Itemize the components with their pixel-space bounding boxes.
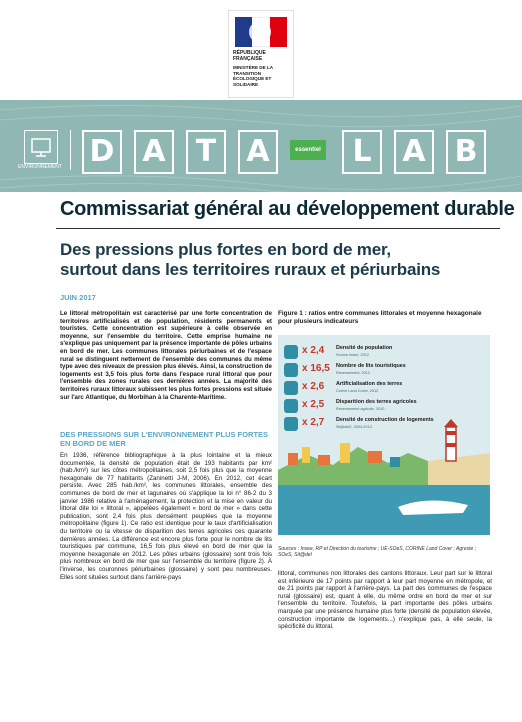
figure-label-text: Densité de construction de logements [336, 417, 434, 423]
ministry-logo [228, 10, 294, 98]
essentiel-badge: essentiel [290, 140, 326, 160]
figure-label-text: Artificialisation des terres [336, 381, 403, 387]
monitor-icon [24, 130, 58, 164]
figure-label-text: Disparition des terres agricoles [336, 399, 417, 405]
page-title [60, 240, 490, 280]
figure-1-infographic [278, 335, 490, 535]
figure-source: Sources : Insee, RP et Direction du tourisme ; UE-SOeS, CORINE Land Cover ; Agreste ; SOeS, Sit@del [278, 546, 477, 558]
title-line-2: surtout dans les territoires ruraux et périurbains [60, 260, 441, 279]
figure-subsource: Recensement agricole, 2010 [336, 407, 385, 411]
title-line-1: Des pressions plus fortes en bord de mer, [60, 240, 391, 259]
figure-value: x 2,6 [302, 381, 325, 392]
theme-label: ENVIRONNEMENT [18, 164, 62, 170]
figure-value: x 16,5 [302, 363, 330, 374]
letter-a: A [134, 130, 174, 174]
letter-a2: A [238, 130, 278, 174]
body-paragraph-2: littoral, communes non littorales des cantons littoraux. Leur part sur le littoral est inférieure de 17 points par rapport à leur part moyenne en métropole, et de 21 points par rapport à l'arrière-pays. La part des communes de l'espace rural (glossaire) est, quant à elle, du même ordre en bord de mer et sur l'ensemble du territoire. Toutefois, la part importante des pôles urbains marquée par une présence humaine plus forte (densité de population élevée, construction importante de logements...) n'explique pas, à elle seule, la spécificité du littoral. [278, 570, 492, 631]
letter-d: D [82, 130, 122, 174]
section-heading: DES PRESSIONS SUR L'ENVIRONNEMENT PLUS FORTES EN BORD DE MER [60, 430, 269, 448]
figure-caption: Figure 1 : ratios entre communes littorales et moyenne hexagonale pour plusieurs indicateurs [278, 310, 482, 325]
figure-subsource: Corine Land Cover, 2012 [336, 389, 379, 393]
republic-label: RÉPUBLIQUE FRANÇAISE [233, 50, 266, 62]
coastal-illustration-icon [278, 335, 490, 535]
letter-b: B [446, 130, 486, 174]
letter-a3: A [394, 130, 434, 174]
header-rule [56, 228, 500, 229]
figure-subsource: Recensement, 2012 [336, 371, 370, 375]
figure-subsource: Source Insee, 2012 [336, 353, 369, 357]
lead-paragraph: Le littoral métropolitain est caractérisé par une forte concentration de territoires artificialisés et de population, résidents permanents et touristes. Cette concentration est supérieure à celle observée en moyenne, sur l'ensemble du territoire. Cette emprise humaine ne s'explique pas uniquement par la présence importante de pôles urbains en bord de mer. Les communes littorales périurbaines et de l'espace rural se distinguent nettement de l'ensemble des communes du même type avec des niveaux de pression plus élevés. Ainsi, la construction de logements est 3,5 fois plus forte dans l'espace rural littoral que pour l'ensemble des zones rurales ces dernières années. La majorité des territoires ruraux littoraux subissent les plus fortes pressions est située sur l'arc Atlantique, du Morbihan à la Charente-Maritime. [60, 310, 272, 401]
figure-value: x 2,5 [302, 399, 325, 410]
letter-l: L [342, 130, 382, 174]
banner-divider [70, 130, 71, 170]
figure-value: x 2,4 [302, 345, 325, 356]
publication-date: JUIN 2017 [60, 293, 96, 302]
figure-label-text: Densité de population [336, 345, 393, 351]
ministry-label: MINISTÈRE DE LA TRANSITION ÉCOLOGIQUE ET SOLIDAIRE [233, 65, 273, 87]
body-paragraph-1: En 1936, référence bibliographique à la plus lointaine et la mieux documentée, la densité de population était de 193 habitants par km² (hab./km²) sur les côtes métropolitaines, soit 2,5 fois plus que la moyenne hexagonale de 77 habitants (Zaninetti J-M, 2006). En 2012, cet écart persiste. Avec 285 hab./km², les communes littorales, ensemble des communes de bord de mer et lagunaires où s'applique la loi n° 86-2 du 3 janvier 1986 relative à l'aménagement, la protection et la mise en valeur du littoral dite loi « littoral », appelées également « bord de mer » dans cette publication, sont 2,4 fois plus densément peuplées que la moyenne métropolitaine (figure 1). Ce ratio est identique pour le taux d'artificialisation du territoire ou la vitesse de disparition des terres agricoles ces quarante dernières années. La différence est encore plus forte pour le nombre de lits touristiques par commune, 16,5 fois plus élevé en bord de mer que la moyenne hexagonale en 2012. Les pôles urbains (glossaire) sont trois fois plus nombreux en bord de mer que sur l'ensemble du territoire (figure 2). À l'inverse, les couronnes périurbaines (glossaire) y sont peu nombreuses. Elles sont situées surtout dans l'arrière-pays [60, 452, 272, 581]
org-name: Commissariat général au développement durable [60, 198, 515, 220]
marianne-icon [249, 21, 271, 43]
figure-label-text: Nombre de lits touristiques [336, 363, 406, 369]
datalab-banner [0, 100, 522, 192]
figure-value: x 2,7 [302, 417, 325, 428]
figure-subsource: Sit@del2, 2004-2013 [336, 425, 372, 429]
letter-t: T [186, 130, 226, 174]
